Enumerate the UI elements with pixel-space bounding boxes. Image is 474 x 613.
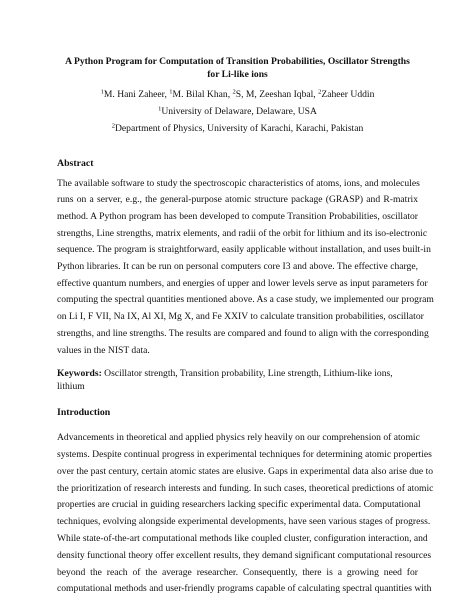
affiliation-2	[57, 123, 418, 136]
author-list	[57, 89, 418, 102]
abstract-line: The available software to study the spectroscopic characteristics of atoms, ions, and molecules	[57, 177, 420, 189]
author-name: Zaheer Uddin	[321, 89, 375, 100]
intro-line: over the past century, certain atomic states are elusive. Gaps in experimental data also arise due to	[57, 465, 434, 477]
affiliation-text: University of Delaware, Delaware, USA	[161, 105, 317, 117]
abstract-line: strengths, and line strengths. The results are compared and found to align with the corresponding	[57, 327, 429, 339]
introduction-heading: Introduction	[57, 407, 111, 419]
intro-line: systems. Despite continual progress in experimental techniques for determining atomic properties	[57, 449, 432, 461]
abstract-line: values in the NIST data.	[57, 344, 150, 356]
keywords-label: Keywords:	[57, 368, 102, 380]
abstract-line: strengths, Line strengths, matrix elements, and radii of the orbit for lithium and its iso-electronic	[57, 227, 428, 239]
intro-line: Advancements in theoretical and applied physics rely heavily on our comprehension of atomic	[57, 432, 420, 444]
intro-line: density functional theory offer excellent results, they demand significant computational resources	[57, 549, 432, 561]
abstract-line: on Li I, F VII, Na IX, Al XI, Mg X, and Fe XXIV to calculate transition probabilities, oscillator	[57, 311, 424, 323]
affiliation-marker: 2	[111, 122, 115, 130]
paper-title: A Python Program for Computation of Transition Probabilities, Oscillator Strengths for Li-like ions	[65, 56, 410, 80]
author-name: M. Hani Zaheer,	[103, 89, 170, 100]
abstract-line: Python libraries. It can be run on personal computers core I3 and above. The effective charge,	[57, 261, 418, 273]
intro-line: properties are crucial in guiding researchers lacking specific experimental data. Computational	[57, 499, 421, 511]
introduction-body	[57, 430, 434, 598]
abstract-line: sequence. The program is straightforward, easily applicable without installation, and uses built-in	[57, 244, 431, 256]
intro-line: techniques, evolving alongside experimental developments, have seen various stages of progress.	[57, 516, 431, 528]
abstract-line: runs on a server, e.g., the general-purpose atomic structure package (GRASP) and R-matrix	[57, 194, 418, 206]
author-affiliation-marker: 1	[100, 88, 104, 96]
intro-line: computational methods and user-friendly programs capable of calculating spectral quantities with	[57, 583, 432, 595]
author-name: M. Bilal Khan,	[172, 89, 233, 100]
abstract-heading: Abstract	[57, 157, 94, 169]
intro-line: the prioritization of research interests and funding. In such cases, theoretical predictions of atomic	[57, 482, 434, 494]
author-affiliation-marker: 2	[232, 88, 236, 96]
abstract-line: effective quantum numbers, and energies of upper and lower levels serve as input parameters for	[57, 277, 428, 289]
keywords-text: Oscillator strength, Transition probability, Line strength, Lithium-like ions, lithium	[57, 368, 393, 393]
author-affiliation-marker: 2	[318, 88, 322, 96]
abstract-line: method. A Python program has been developed to compute Transition Probabilities, oscillator	[57, 210, 418, 222]
author-affiliation-marker: 1	[169, 88, 173, 96]
affiliation-text: Department of Physics, University of Karachi, Karachi, Pakistan	[114, 123, 364, 134]
author-name: S, M, Zeeshan Iqbal,	[235, 89, 319, 100]
affiliation-1	[57, 106, 418, 119]
affiliation-marker: 1	[158, 105, 162, 112]
abstract-body	[57, 176, 434, 360]
abstract-line: computing the spectral quantities mentioned above. As a case study, we implemented our program	[57, 294, 434, 306]
intro-line: While state-of-the-art computational methods like coupled cluster, configuration interaction, and	[57, 533, 428, 545]
keywords	[57, 367, 418, 393]
intro-line: beyond the reach of the average researcher. Consequently, there is a growing need for	[57, 566, 418, 578]
